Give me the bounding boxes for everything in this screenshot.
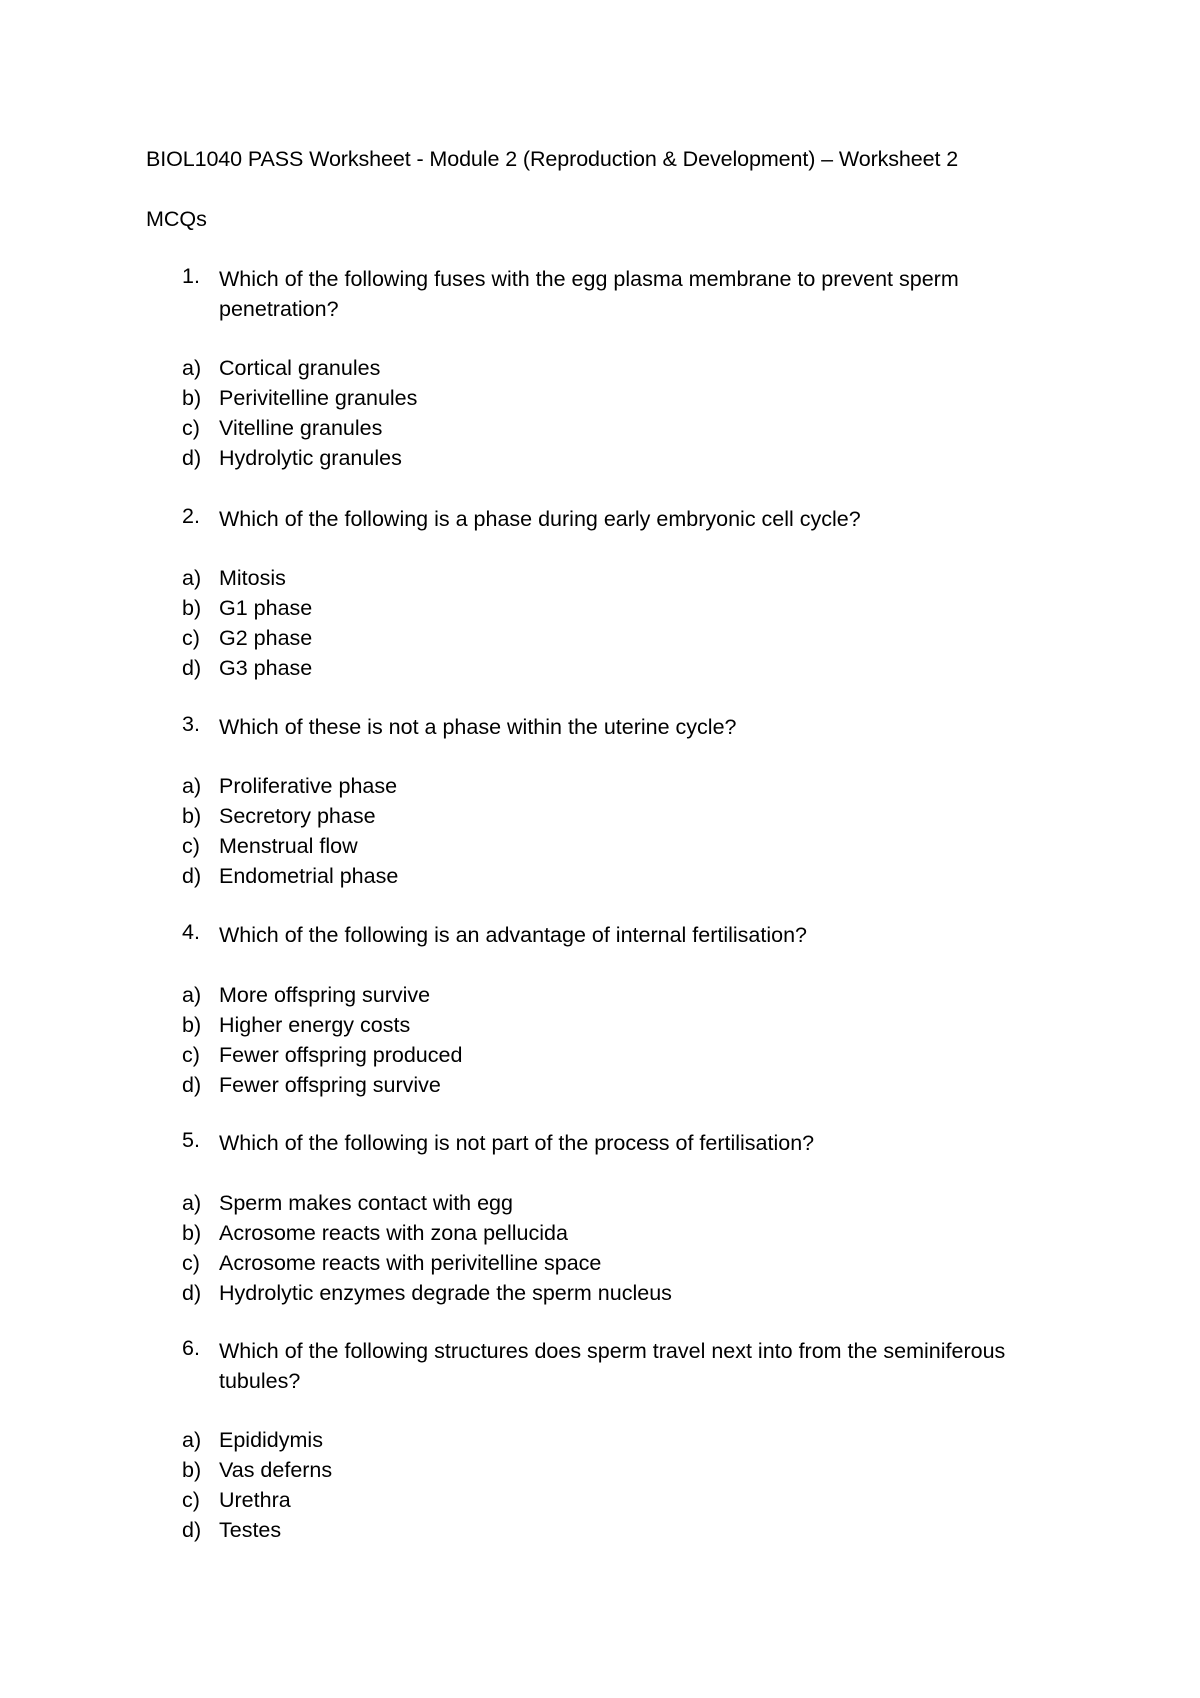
option-text: Acrosome reacts with perivitelline space [219, 1251, 602, 1275]
question-text: Which of the following is a phase during early embryonic cell cycle? [219, 507, 861, 531]
question-text: Which of the following is an advantage of internal fertilisation? [219, 923, 808, 947]
option-letter: b) [182, 804, 202, 828]
option-text: Testes [219, 1518, 282, 1542]
option-text: G2 phase [219, 626, 313, 650]
option-text: Cortical granules [219, 356, 381, 380]
option-text: Epididymis [219, 1428, 323, 1452]
option-letter: d) [182, 864, 202, 888]
option-text: Fewer offspring produced [219, 1043, 463, 1067]
option-letter: a) [182, 356, 202, 380]
option-letter: a) [182, 1191, 202, 1215]
question-number: 2. [182, 504, 200, 528]
option-letter: a) [182, 983, 202, 1007]
option-letter: b) [182, 1221, 202, 1245]
option-letter: a) [182, 774, 202, 798]
option-text: Proliferative phase [219, 774, 398, 798]
option-text: Vitelline granules [219, 416, 383, 440]
option-text: Acrosome reacts with zona pellucida [219, 1221, 568, 1245]
option-letter: b) [182, 1458, 202, 1482]
question-number: 4. [182, 920, 200, 944]
option-letter: c) [182, 626, 200, 650]
option-text: Urethra [219, 1488, 291, 1512]
option-letter: c) [182, 834, 200, 858]
section-heading: MCQs [146, 207, 207, 231]
option-text: G3 phase [219, 656, 313, 680]
option-letter: c) [182, 416, 200, 440]
option-text: Fewer offspring survive [219, 1073, 441, 1097]
question-text: Which of the following structures does sperm travel next into from the seminiferous tubules? [219, 1339, 1006, 1393]
option-text: Hydrolytic granules [219, 446, 402, 470]
option-text: Endometrial phase [219, 864, 399, 888]
option-text: Sperm makes contact with egg [219, 1191, 513, 1215]
option-text: Secretory phase [219, 804, 376, 828]
option-text: Menstrual flow [219, 834, 358, 858]
option-letter: d) [182, 1073, 202, 1097]
option-letter: d) [182, 656, 202, 680]
question-text: Which of the following is not part of the process of fertilisation? [219, 1131, 815, 1155]
option-letter: c) [182, 1488, 200, 1512]
option-letter: d) [182, 446, 202, 470]
question-number: 5. [182, 1128, 200, 1152]
option-letter: c) [182, 1043, 200, 1067]
option-letter: c) [182, 1251, 200, 1275]
option-letter: a) [182, 566, 202, 590]
question-text: Which of the following fuses with the egg plasma membrane to prevent sperm penetration? [219, 267, 959, 321]
option-text: Perivitelline granules [219, 386, 418, 410]
option-text: Higher energy costs [219, 1013, 411, 1037]
option-text: G1 phase [219, 596, 313, 620]
option-letter: b) [182, 1013, 202, 1037]
question-number: 1. [182, 264, 200, 288]
option-letter: b) [182, 596, 202, 620]
question-number: 3. [182, 712, 200, 736]
option-letter: b) [182, 386, 202, 410]
option-letter: d) [182, 1518, 202, 1542]
question-text: Which of these is not a phase within the uterine cycle? [219, 715, 737, 739]
option-text: Hydrolytic enzymes degrade the sperm nucleus [219, 1281, 672, 1305]
option-letter: d) [182, 1281, 202, 1305]
document-title: BIOL1040 PASS Worksheet - Module 2 (Reproduction & Development) – Worksheet 2 [146, 147, 959, 171]
option-text: Vas deferns [219, 1458, 333, 1482]
option-text: Mitosis [219, 566, 286, 590]
option-text: More offspring survive [219, 983, 431, 1007]
question-number: 6. [182, 1336, 200, 1360]
option-letter: a) [182, 1428, 202, 1452]
